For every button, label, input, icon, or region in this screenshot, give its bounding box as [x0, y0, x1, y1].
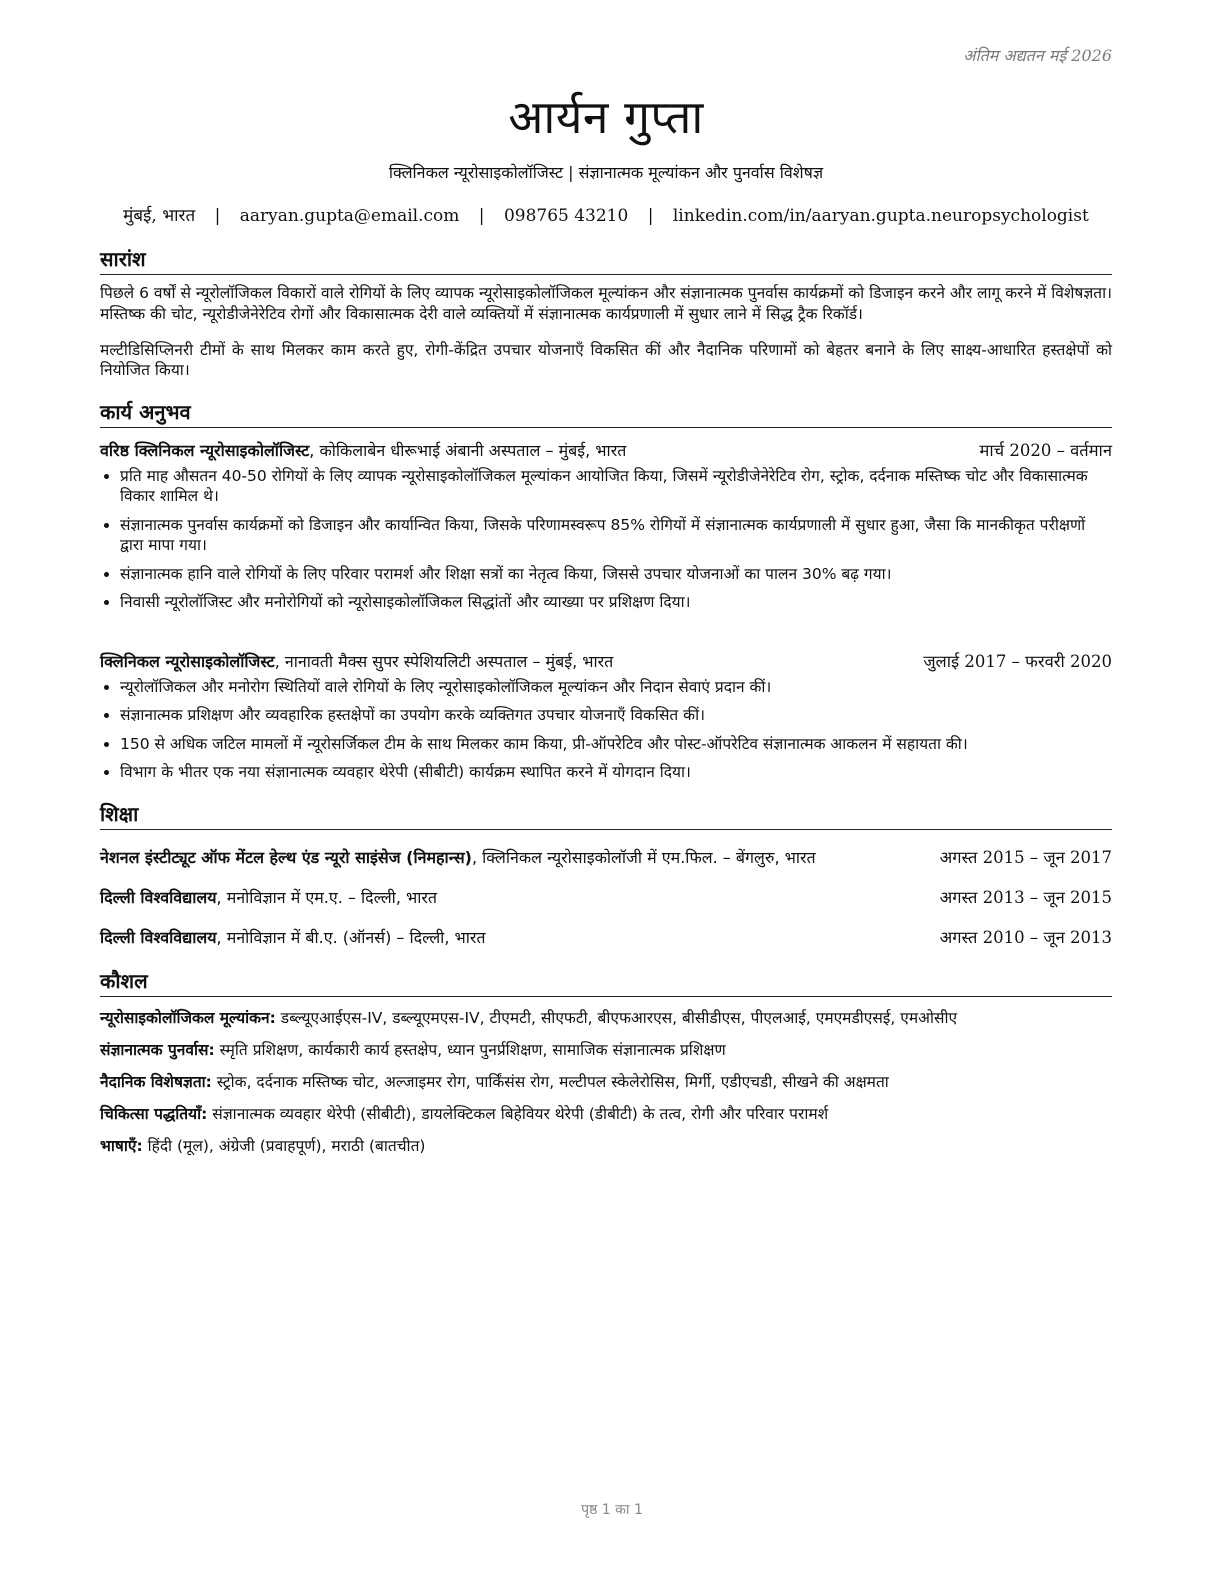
education-degree: , क्लिनिकल न्यूरोसाइकोलॉजी में एम.फिल. – बेंगलुरु, भारत	[471, 847, 816, 867]
job-bullet: • संज्ञानात्मक हानि वाले रोगियों के लिए परिवार परामर्श और शिक्षा सत्रों का नेतृत्व किया, जिससे उपचार योजनाओं का पालन 30% बढ़ गया।	[120, 564, 1112, 585]
job-organization: , नानावती मैक्स सुपर स्पेशियलिटी अस्पताल – मुंबई, भारत	[274, 651, 614, 671]
education-degree: , मनोविज्ञान में बी.ए. (ऑनर्स) – दिल्ली, भारत	[216, 927, 486, 947]
education-institution: दिल्ली विश्वविद्यालय	[100, 927, 217, 947]
job-bullet: • प्रति माह औसतन 40-50 रोगियों के लिए व्यापक न्यूरोसाइकोलॉजिकल मूल्यांकन आयोजित किया, जिसमें न्यूरोडीजेनेरेटिव रोग, स्ट्रोक, दर्दनाक मस्तिष्क चोट और विकासात्मक विकार शामिल थे।	[120, 466, 1112, 507]
education-institution: नेशनल इंस्टीट्यूट ऑफ मेंटल हेल्थ एंड न्यूरो साइंसेज (निमहान्स)	[100, 847, 472, 867]
experience-heading: कार्य अनुभव	[100, 399, 1112, 428]
skill-value: स्ट्रोक, दर्दनाक मस्तिष्क चोट, अल्जाइमर रोग, पार्किंसंस रोग, मल्टीपल स्केलेरोसिस, मिर्गी, एडीएचडी, सीखने की अक्षमता	[211, 1072, 889, 1091]
contact-phone[interactable]: 098765 43210	[503, 206, 629, 226]
skill-value: डब्ल्यूएआईएस-IV, डब्ल्यूएमएस-IV, टीएमटी, सीएफटी, बीएफआरएस, बीसीडीएस, पीएलआई, एमएमडीएसई, एमओसीए	[275, 1008, 958, 1027]
education-degree: , मनोविज्ञान में एम.ए. – दिल्ली, भारत	[216, 887, 438, 907]
job-header	[100, 440, 1112, 462]
job-role: क्लिनिकल न्यूरोसाइकोलॉजिस्ट	[100, 651, 275, 671]
skill-value: संज्ञानात्मक व्यवहार थेरेपी (सीबीटी), डायलेक्टिकल बिहेवियर थेरेपी (डीबीटी) के तत्व, रोगी और परिवार परामर्श	[207, 1104, 829, 1123]
skill-line	[100, 1039, 1112, 1061]
skill-line	[100, 1135, 1112, 1157]
contact-line	[100, 204, 1112, 228]
job-role-line	[100, 440, 626, 462]
education-details	[100, 886, 437, 910]
job-bullet: • न्यूरोलॉजिकल और मनोरोग स्थितियों वाले रोगियों के लिए न्यूरोसाइकोलॉजिकल मूल्यांकन और निदान सेवाएं प्रदान कीं।	[120, 677, 1112, 698]
skill-label: भाषाएँ:	[100, 1136, 143, 1155]
contact-email[interactable]: aaryan.gupta@email.com	[239, 206, 460, 226]
job-bullets	[100, 466, 1112, 613]
skill-label: चिकित्सा पद्धतियाँ:	[100, 1104, 208, 1123]
contact-separator: |	[647, 206, 654, 226]
job-bullet: • 150 से अधिक जटिल मामलों में न्यूरोसर्जिकल टीम के साथ मिलकर काम किया, प्री-ऑपरेटिव और पोस्ट-ऑपरेटिव संज्ञानात्मक आकलन में सहायता की।	[120, 734, 1112, 755]
skill-line	[100, 1007, 1112, 1029]
job-dates: जुलाई 2017 – फरवरी 2020	[923, 651, 1112, 671]
education-entry	[100, 846, 1112, 870]
job-bullet: • संज्ञानात्मक पुनर्वास कार्यक्रमों को डिजाइन और कार्यान्वित किया, जिसके परिणामस्वरूप 85% रोगियों में संज्ञानात्मक कार्यप्रणाली में सुधार हुआ, जैसा कि मानकीकृत परीक्षणों द्वारा मापा गया।	[120, 515, 1112, 556]
education-entry	[100, 886, 1112, 910]
summary-heading: सारांश	[100, 246, 1112, 275]
education-dates: अगस्त 2010 – जून 2013	[939, 927, 1112, 947]
page-number: पृष्ठ 1 का 1	[581, 1502, 643, 1518]
education-institution: दिल्ली विश्वविद्यालय	[100, 887, 217, 907]
summary-paragraph: मल्टीडिसिप्लिनरी टीमों के साथ मिलकर काम करते हुए, रोगी-केंद्रित उपचार योजनाएँ विकसित कीं और नैदानिक परिणामों को बेहतर बनाने के लिए साक्ष्य-आधारित हस्तक्षेपों को नियोजित किया।	[100, 340, 1112, 379]
contact-separator: |	[214, 206, 221, 226]
job-organization: , कोकिलाबेन धीरूभाई अंबानी अस्पताल – मुंबई, भारत	[309, 440, 627, 460]
skill-line	[100, 1103, 1112, 1125]
skills-heading: कौशल	[100, 968, 1112, 997]
contact-linkedin[interactable]: linkedin.com/in/aaryan.gupta.neuropsychologist	[672, 206, 1089, 226]
job-bullet: • विभाग के भीतर एक नया संज्ञानात्मक व्यवहार थेरेपी (सीबीटी) कार्यक्रम स्थापित करने में योगदान दिया।	[120, 762, 1112, 783]
last-updated-label: अंतिम अद्यतन मई 2026	[963, 46, 1112, 65]
job-role: वरिष्ठ क्लिनिकल न्यूरोसाइकोलॉजिस्ट	[100, 440, 310, 460]
education-entry	[100, 926, 1112, 950]
job-dates: मार्च 2020 – वर्तमान	[979, 440, 1112, 460]
job-header	[100, 651, 1112, 673]
job-bullet: • संज्ञानात्मक प्रशिक्षण और व्यवहारिक हस्तक्षेपों का उपयोग करके व्यक्तिगत उपचार योजनाएँ विकसित कीं।	[120, 705, 1112, 726]
education-heading: शिक्षा	[100, 801, 1112, 830]
skill-label: न्यूरोसाइकोलॉजिकल मूल्यांकन:	[100, 1008, 276, 1027]
job-bullets	[100, 677, 1112, 783]
skill-line	[100, 1071, 1112, 1093]
summary-paragraph: पिछले 6 वर्षों से न्यूरोलॉजिकल विकारों वाले रोगियों के लिए व्यापक न्यूरोसाइकोलॉजिकल मूल्यांकन और संज्ञानात्मक पुनर्वास कार्यक्रमों को डिजाइन करने और लागू करने में विशेषज्ञता। मस्तिष्क की चोट, न्यूरोडीजेनेरेटिव रोगों और विकासात्मक देरी वाले व्यक्तियों में संज्ञानात्मक कार्यप्रणाली में सुधार लाने में सिद्ध ट्रैक रिकॉर्ड।	[100, 284, 1112, 323]
job-role-line	[100, 651, 613, 673]
candidate-subtitle: क्लिनिकल न्यूरोसाइकोलॉजिस्ट | संज्ञानात्मक मूल्यांकन और पुनर्वास विशेषज्ञ	[388, 163, 824, 182]
skill-value: हिंदी (मूल), अंग्रेजी (प्रवाहपूर्ण), मराठी (बातचीत)	[142, 1136, 426, 1155]
skill-label: नैदानिक विशेषज्ञता:	[100, 1072, 212, 1091]
education-details	[100, 926, 486, 950]
candidate-name: आर्यन गुप्ता	[508, 90, 704, 144]
job-bullet: • निवासी न्यूरोलॉजिस्ट और मनोरोगियों को न्यूरोसाइकोलॉजिकल सिद्धांतों और व्याख्या पर प्रशिक्षण दिया।	[120, 592, 1112, 613]
education-dates: अगस्त 2015 – जून 2017	[939, 847, 1112, 867]
resume-page	[100, 40, 1112, 1157]
skill-label: संज्ञानात्मक पुनर्वास:	[100, 1040, 215, 1059]
contact-separator: |	[478, 206, 485, 226]
education-details	[100, 846, 816, 870]
skill-value: स्मृति प्रशिक्षण, कार्यकारी कार्य हस्तक्षेप, ध्यान पुनर्प्रशिक्षण, सामाजिक संज्ञानात्मक प्रशिक्षण	[214, 1040, 726, 1059]
contact-location: मुंबई, भारत	[123, 206, 196, 226]
education-dates: अगस्त 2013 – जून 2015	[939, 887, 1112, 907]
